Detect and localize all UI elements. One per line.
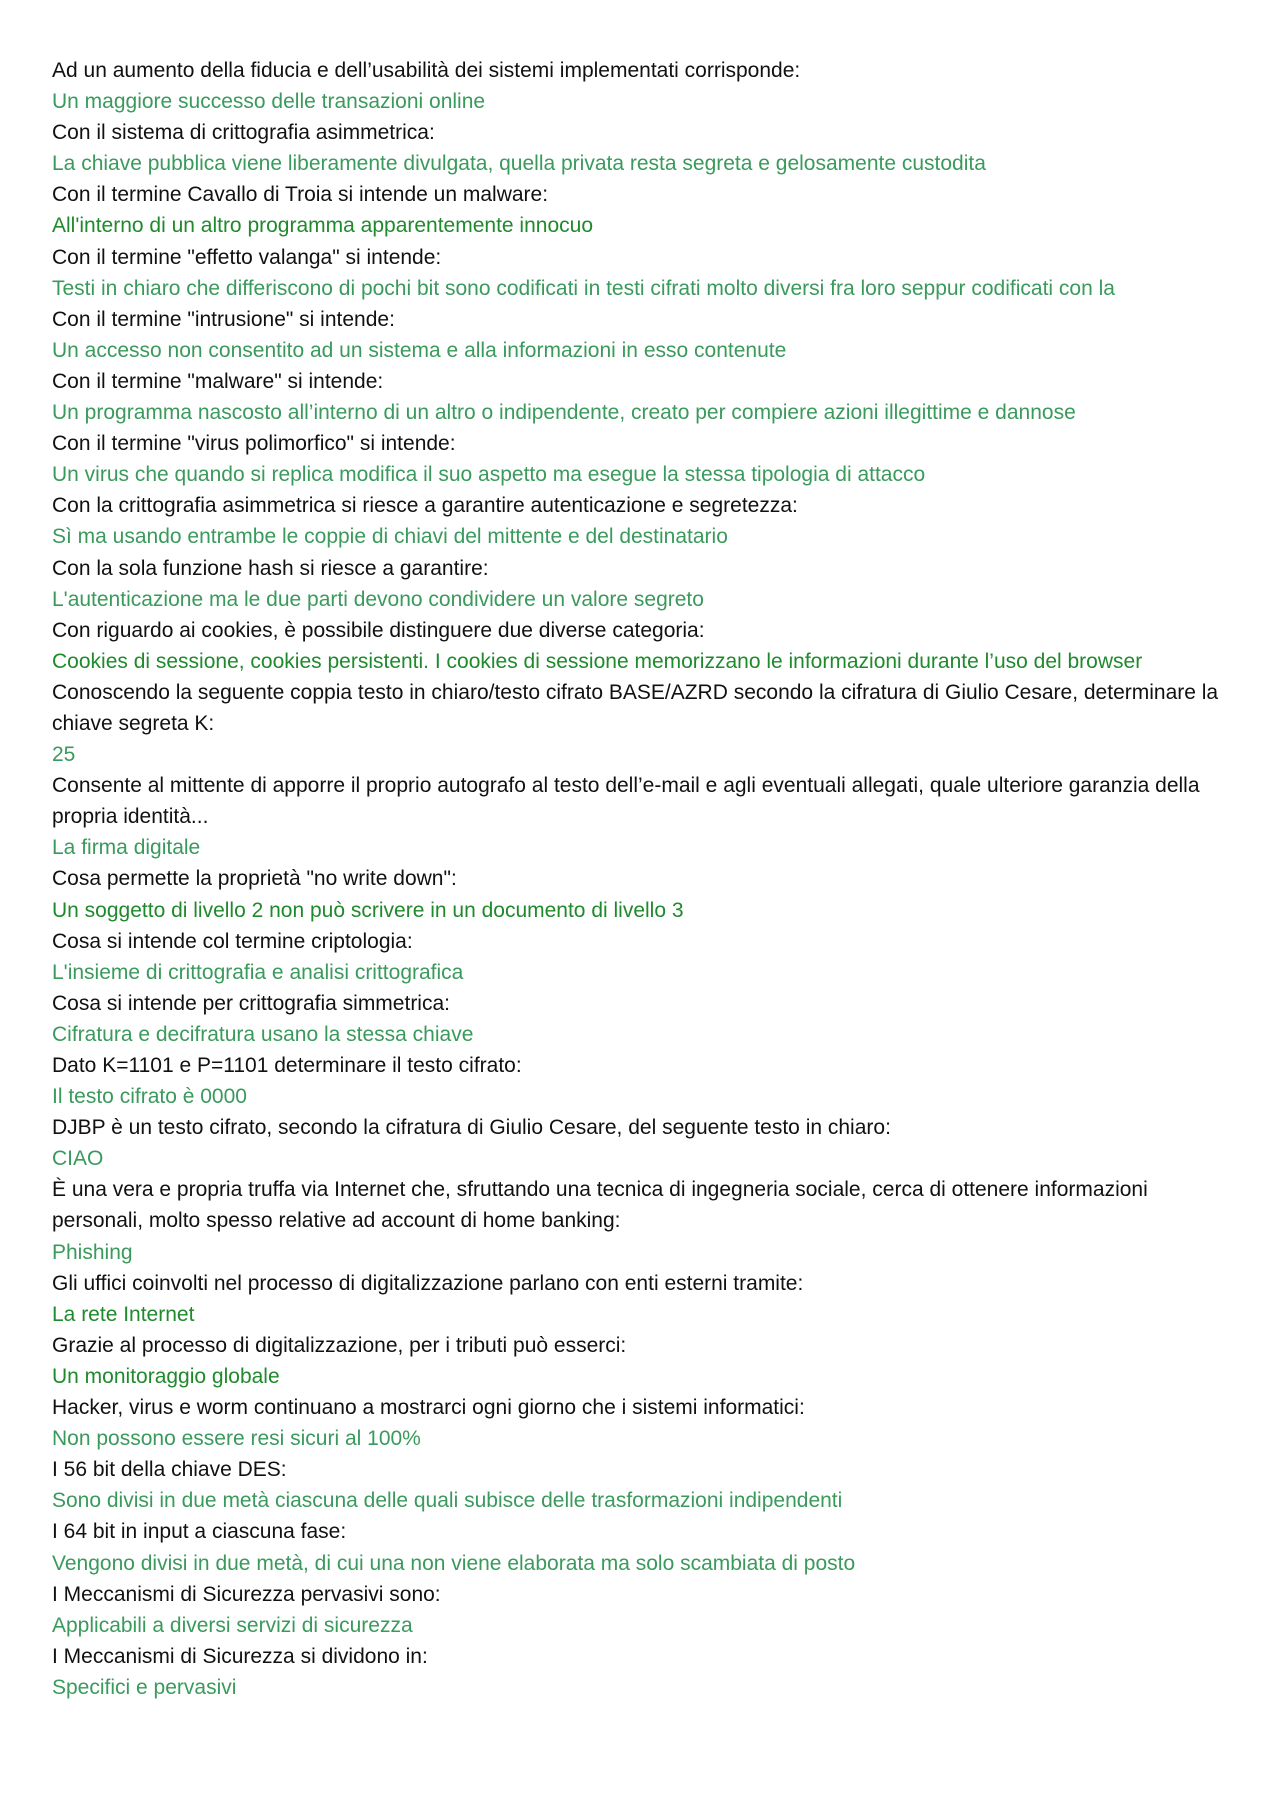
question-text: Grazie al processo di digitalizzazione, per i tributi può esserci: [52,1333,627,1357]
question-text: I 64 bit in input a ciascuna fase: [52,1520,347,1544]
qa-item [52,1050,1232,1112]
question-text: Con il termine "intrusione" si intende: [52,307,395,331]
qa-item [52,1392,1232,1454]
question-text: Con il termine "effetto valanga" si intende: [52,245,442,269]
question-text: Cosa si intende col termine criptologia: [52,929,413,953]
answer-text: All'interno di un altro programma apparentemente innocuo [52,214,593,238]
question-text: Hacker, virus e worm continuano a mostrarci ogni giorno che i sistemi informatici: [52,1396,805,1420]
question-text: È una vera e propria truffa via Internet che, sfruttando una tecnica di ingegneria sociale, cerca di ottenere informazioni personali, molto spesso relative ad account di home banking: [52,1178,1148,1233]
answer-text: Testi in chiaro che differiscono di pochi bit sono codificati in testi cifrati molto diversi fra loro seppur codificati con la [52,276,1115,300]
qa-item [52,1112,1232,1174]
qa-item [52,770,1232,863]
question-text: Dato K=1101 e P=1101 determinare il testo cifrato: [52,1054,522,1077]
qa-item [52,988,1232,1050]
qa-item [52,1174,1232,1267]
document-page [52,55,1232,1703]
question-text: I Meccanismi di Sicurezza pervasivi sono: [52,1582,441,1606]
answer-text: Phishing [52,1240,133,1264]
answer-text: Un virus che quando si replica modifica il suo aspetto ma esegue la stessa tipologia di attacco [52,463,926,487]
answer-text: Cookies di sessione, cookies persistenti. I cookies di sessione memorizzano le informazioni durante l’uso del browser [52,649,1143,673]
question-text: Con il sistema di crittografia asimmetrica: [52,121,435,145]
answer-text: La firma digitale [52,836,201,860]
question-text: Con la sola funzione hash si riesce a garantire: [52,556,489,580]
qa-item [52,615,1232,677]
qa-item [52,553,1232,615]
qa-item [52,117,1232,179]
answer-text: Vengono divisi in due metà, di cui una non viene elaborata ma solo scambiata di posto [52,1551,856,1575]
answer-text: 25 [52,743,76,767]
answer-text: La chiave pubblica viene liberamente divulgata, quella privata resta segreta e gelosamente custodita [52,152,986,176]
answer-text: Sono divisi in due metà ciascuna delle quali subisce delle trasformazioni indipendenti [52,1489,843,1513]
answer-text: L'autenticazione ma le due parti devono condividere un valore segreto [52,587,704,611]
answer-text: Un monitoraggio globale [52,1364,280,1388]
answer-text: Un programma nascosto all’interno di un altro o indipendente, creato per compiere azioni illegittime e dannose [52,401,1076,425]
answer-text: Un accesso non consentito ad un sistema e alla informazioni in esso contenute [52,338,787,362]
answer-text: Un soggetto di livello 2 non può scrivere in un documento di livello 3 [52,898,684,922]
qa-item [52,926,1232,988]
qa-item [52,179,1232,241]
answer-text: Un maggiore successo delle transazioni online [52,90,486,114]
question-text: Gli uffici coinvolti nel processo di digitalizzazione parlano con enti esterni tramite: [52,1271,804,1295]
question-text: I Meccanismi di Sicurezza si dividono in: [52,1644,428,1668]
question-text: Cosa si intende per crittografia simmetrica: [52,991,450,1015]
qa-item [52,863,1232,925]
question-text: Con riguardo ai cookies, è possibile distinguere due diverse categoria: [52,618,705,642]
question-text: Con la crittografia asimmetrica si riesce a garantire autenticazione e segretezza: [52,494,798,518]
answer-text: La rete Internet [52,1302,195,1326]
answer-text: L'insieme di crittografia e analisi crittografica [52,960,464,984]
answer-text: Non possono essere resi sicuri al 100% [52,1427,421,1451]
qa-item [52,1268,1232,1330]
question-text: Con il termine "malware" si intende: [52,369,384,393]
qa-item [52,366,1232,428]
answer-text: Specifici e pervasivi [52,1675,237,1699]
qa-item [52,1330,1232,1392]
question-text: Cosa permette la proprietà "no write down": [52,867,457,891]
qa-item [52,1579,1232,1641]
question-text: Con il termine Cavallo di Troia si intende un malware: [52,183,549,207]
qa-item [52,428,1232,490]
qa-item [52,55,1232,117]
qa-item [52,242,1232,304]
question-text: Consente al mittente di apporre il proprio autografo al testo dell’e-mail e agli eventuali allegati, quale ulteriore garanzia della propria identità... [52,774,1200,829]
question-text: Con il termine "virus polimorfico" si intende: [52,432,456,456]
qa-item [52,1641,1232,1703]
answer-text: Sì ma usando entrambe le coppie di chiavi del mittente e del destinatario [52,525,728,549]
question-text: I 56 bit della chiave DES: [52,1458,287,1482]
qa-item [52,1454,1232,1516]
answer-text: CIAO [52,1147,104,1171]
answer-text: Il testo cifrato è 0000 [52,1085,247,1109]
answer-text: Applicabili a diversi servizi di sicurezza [52,1613,413,1637]
question-text: DJBP è un testo cifrato, secondo la cifratura di Giulio Cesare, del seguente testo in chiaro: [52,1116,891,1140]
question-text: Conoscendo la seguente coppia testo in chiaro/testo cifrato BASE/AZRD secondo la cifratura di Giulio Cesare, determinare la chiave segreta K: [52,680,1219,735]
answer-text: Cifratura e decifratura usano la stessa chiave [52,1022,474,1046]
qa-item [52,304,1232,366]
qa-item [52,1516,1232,1578]
qa-item [52,677,1232,770]
qa-item [52,490,1232,552]
question-text: Ad un aumento della fiducia e dell’usabilità dei sistemi implementati corrisponde: [52,59,801,82]
